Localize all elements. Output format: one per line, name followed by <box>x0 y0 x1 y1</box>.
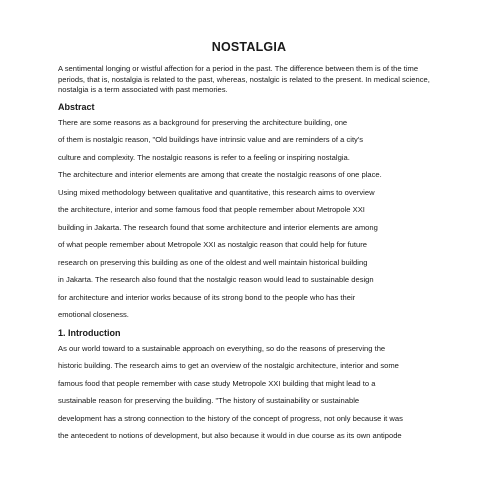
introduction-line: As our world toward to a sustainable approach on everything, so do the reasons of preserving the <box>58 343 386 353</box>
abstract-line: research on preserving this building as one of the oldest and well maintain historical building <box>58 257 368 267</box>
abstract-heading: Abstract <box>58 101 95 112</box>
abstract-line: in Jakarta. The research also found that the nostalgic reason would lead to sustainable design <box>58 275 374 284</box>
abstract-line: Using mixed methodology between qualitative and quantitative, this research aims to overview <box>58 187 375 197</box>
abstract-line: There are some reasons as a background for preserving the architecture building, one <box>58 117 348 127</box>
abstract-line: emotional closeness. <box>58 310 129 319</box>
abstract-line: the architecture, interior and some famous food that people remember about Metropole XXI <box>58 205 365 214</box>
introduction-line: the antecedent to notions of development, but also because it would in due course as its own antipode <box>58 431 402 440</box>
introduction-body <box>58 344 440 442</box>
abstract-body <box>58 118 440 321</box>
document-page <box>58 40 440 449</box>
introduction-line: historic building. The research aims to get an overview of the nostalgic architecture, interior and some <box>58 361 399 370</box>
document-title: NOSTALGIA <box>211 40 287 54</box>
abstract-line: for architecture and interior works because of its strong bond to the people who has their <box>58 292 356 302</box>
abstract-line: of them is nostalgic reason, "Old buildings have intrinsic value and are reminders of a city's <box>58 135 364 144</box>
introduction-line: famous food that people remember with case study Metropole XXI building that might lead to a <box>58 378 376 388</box>
abstract-line: building in Jakarta. The research found that some architecture and interior elements are among <box>58 222 378 232</box>
introduction-heading: 1. Introduction <box>58 327 121 338</box>
introduction-line: sustainable reason for preserving the building. "The history of sustainability or sustainable <box>58 396 360 405</box>
abstract-line: of what people remember about Metropole XXI as nostalgic reason that could help for future <box>58 240 367 249</box>
abstract-line: The architecture and interior elements are among that create the nostalgic reasons of one place. <box>58 170 382 179</box>
abstract-line: culture and complexity. The nostalgic reasons is refer to a feeling or inspiring nostalgia. <box>58 152 350 162</box>
introduction-line: development has a strong connection to the history of the concept of progress, not only because it was <box>58 413 403 423</box>
definition-paragraph: A sentimental longing or wistful affection for a period in the past. The difference between them is of the time periods, that is, nostalgia is related to the past, whereas, nostalgic is related to the present. In medical science, nostalgia is a term associated with past memories. <box>58 64 430 94</box>
